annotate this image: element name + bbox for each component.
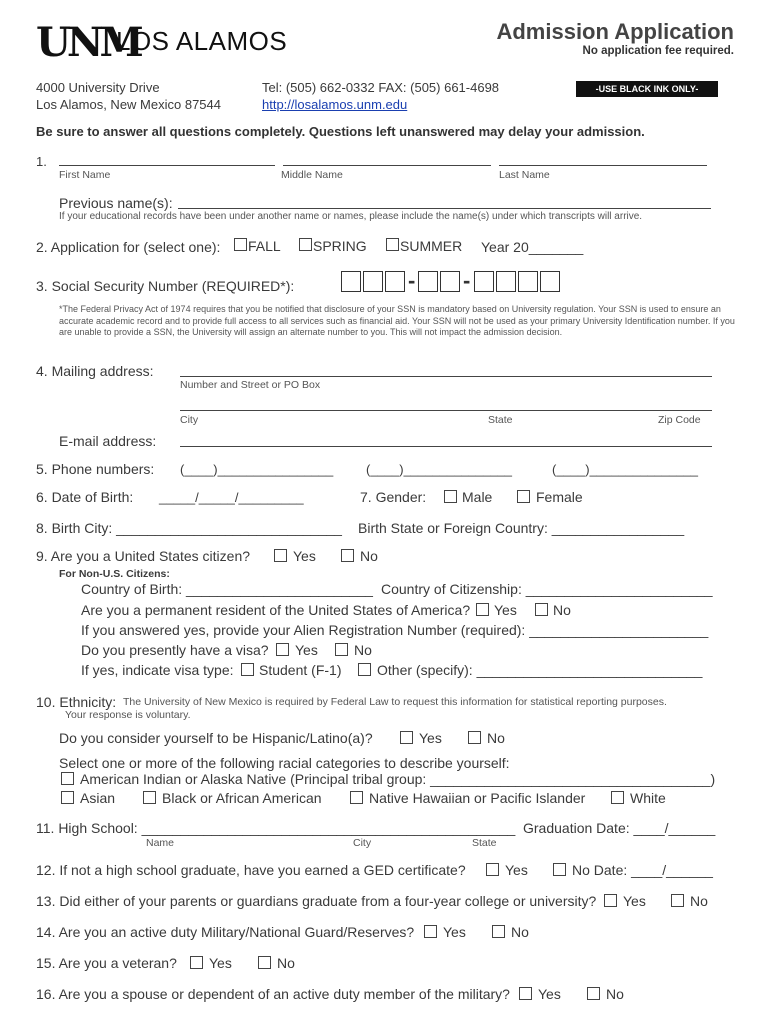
phone-field-3[interactable]: (____)_______________ bbox=[552, 462, 699, 477]
q8-birth-state[interactable]: Birth State or Foreign Country: _________________ bbox=[358, 520, 685, 536]
other-visa-field[interactable]: Other (specify): _____________________________ bbox=[377, 662, 703, 678]
alien-registration-field[interactable]: If you answered yes, provide your Alien Registration Number (required): _______________________ bbox=[81, 622, 709, 638]
q13-label: 13. Did either of your parents or guardians graduate from a four-year college or university? bbox=[36, 893, 597, 909]
previous-names-field[interactable] bbox=[178, 208, 711, 209]
perm-yes-checkbox[interactable] bbox=[476, 603, 489, 616]
male-checkbox[interactable] bbox=[444, 490, 457, 503]
q3-label: 3. Social Security Number (REQUIRED*): bbox=[36, 278, 295, 294]
q16-label: 16. Are you a spouse or dependent of an active duty member of the military? bbox=[36, 986, 510, 1002]
q10-label: 10. Ethnicity: bbox=[36, 694, 117, 710]
ged-no-checkbox[interactable] bbox=[553, 863, 566, 876]
ssn-privacy-note: *The Federal Privacy Act of 1974 requires that you be notified that disclosure of your SSN is mandatory based on University regulation. Your SSN is used to ensure an accurate academic record and to provide full access to all services such as financial aid. Your SSN will not be used as your primary University Identification number. If you are unable to provide a SSN, the University will assign an alternate number to you. This will not impact the admission decision. bbox=[59, 304, 735, 337]
street-label: Number and Street or PO Box bbox=[180, 379, 321, 391]
other-visa-checkbox[interactable] bbox=[358, 663, 371, 676]
military-yes-label: Yes bbox=[443, 924, 466, 940]
military-no-label: No bbox=[511, 924, 529, 940]
citizen-no-label: No bbox=[360, 548, 378, 564]
citizen-no-checkbox[interactable] bbox=[341, 549, 354, 562]
form-title: Admission Application bbox=[496, 19, 734, 44]
male-label: Male bbox=[462, 489, 493, 505]
year-field[interactable]: Year 20_______ bbox=[481, 239, 584, 255]
hs-name-label: Name bbox=[146, 837, 175, 849]
high-school-field[interactable]: 11. High School: ________________________________________________ bbox=[36, 820, 516, 836]
female-label: Female bbox=[536, 489, 583, 505]
q4-label: 4. Mailing address: bbox=[36, 363, 154, 379]
instructions: Be sure to answer all questions completely. Questions left unanswered may delay your admission. bbox=[36, 124, 645, 139]
summer-checkbox[interactable] bbox=[386, 238, 399, 251]
nhpi-checkbox[interactable] bbox=[350, 791, 363, 804]
city-label: City bbox=[180, 414, 199, 426]
asian-checkbox[interactable] bbox=[61, 791, 74, 804]
parents-no-checkbox[interactable] bbox=[671, 894, 684, 907]
parents-yes-checkbox[interactable] bbox=[604, 894, 617, 907]
dependent-no-label: No bbox=[606, 986, 624, 1002]
dependent-yes-label: Yes bbox=[538, 986, 561, 1002]
veteran-no-checkbox[interactable] bbox=[258, 956, 271, 969]
student-visa-label: Student (F-1) bbox=[259, 662, 342, 678]
unm-logo bbox=[36, 14, 140, 66]
noncitizen-heading: For Non-U.S. Citizens: bbox=[59, 568, 170, 580]
spring-checkbox[interactable] bbox=[299, 238, 312, 251]
country-of-birth[interactable]: Country of Birth: ________________________ bbox=[81, 581, 373, 597]
veteran-yes-checkbox[interactable] bbox=[190, 956, 203, 969]
last-name-field[interactable] bbox=[499, 165, 707, 166]
street-field[interactable] bbox=[180, 376, 712, 377]
logo-text: LOS ALAMOS bbox=[116, 26, 288, 56]
student-visa-checkbox[interactable] bbox=[241, 663, 254, 676]
q6-label: 6. Date of Birth: bbox=[36, 489, 134, 505]
ethnicity-note: The University of New Mexico is required by Federal Law to request this information for statistical reporting purposes. bbox=[123, 696, 667, 708]
citizen-yes-checkbox[interactable] bbox=[274, 549, 287, 562]
ged-yes-checkbox[interactable] bbox=[486, 863, 499, 876]
address-line1: 4000 University Drive bbox=[36, 80, 160, 95]
hs-state-label: State bbox=[472, 837, 497, 849]
dependent-yes-checkbox[interactable] bbox=[519, 987, 532, 1000]
black-checkbox[interactable] bbox=[143, 791, 156, 804]
ethnicity-voluntary: Your response is voluntary. bbox=[65, 709, 191, 721]
veteran-no-label: No bbox=[277, 955, 295, 971]
ged-yes-label: Yes bbox=[505, 862, 528, 878]
perm-no-label: No bbox=[553, 602, 571, 618]
phone-field-1[interactable]: (____)________________ bbox=[180, 462, 334, 477]
svg-text:UNM: UNM bbox=[36, 19, 140, 66]
city-state-zip-field[interactable] bbox=[180, 410, 712, 411]
race-instructions: Select one or more of the following racial categories to describe yourself: bbox=[59, 755, 510, 771]
citizen-yes-label: Yes bbox=[293, 548, 316, 564]
summer-label: SUMMER bbox=[400, 238, 463, 254]
veteran-yes-label: Yes bbox=[209, 955, 232, 971]
phone-fax: Tel: (505) 662-0332 FAX: (505) 661-4698 bbox=[262, 80, 500, 95]
previous-names-note: If your educational records have been under another name or names, please include the name(s) under which transcripts will arrive. bbox=[59, 211, 643, 222]
website-link[interactable]: http://losalamos.unm.edu bbox=[262, 97, 408, 112]
asian-label: Asian bbox=[80, 790, 116, 806]
first-name-field[interactable] bbox=[59, 165, 275, 166]
parents-yes-label: Yes bbox=[623, 893, 646, 909]
dob-field[interactable]: _____/_____/_________ bbox=[159, 490, 304, 505]
female-checkbox[interactable] bbox=[517, 490, 530, 503]
perm-yes-label: Yes bbox=[494, 602, 517, 618]
fee-note: No application fee required. bbox=[582, 45, 734, 57]
hispanic-yes-checkbox[interactable] bbox=[400, 731, 413, 744]
hispanic-no-label: No bbox=[487, 730, 505, 746]
middle-name-label: Middle Name bbox=[281, 169, 343, 181]
nhpi-label: Native Hawaiian or Pacific Islander bbox=[369, 790, 586, 806]
q7-label: 7. Gender: bbox=[360, 489, 427, 505]
black-label: Black or African American bbox=[162, 790, 322, 806]
state-label: State bbox=[488, 414, 513, 426]
fall-checkbox[interactable] bbox=[234, 238, 247, 251]
visa-type-label: If yes, indicate visa type: bbox=[81, 662, 234, 678]
white-label: White bbox=[630, 790, 666, 806]
q1-number: 1. bbox=[36, 154, 47, 169]
q14-label: 14. Are you an active duty Military/National Guard/Reserves? bbox=[36, 924, 415, 940]
phone-field-2[interactable]: (____)_______________ bbox=[366, 462, 513, 477]
dependent-no-checkbox[interactable] bbox=[587, 987, 600, 1000]
spring-label: SPRING bbox=[313, 238, 367, 254]
military-no-checkbox[interactable] bbox=[492, 925, 505, 938]
ged-no-date[interactable]: No Date: ____/______ bbox=[572, 862, 713, 878]
zip-label: Zip Code bbox=[658, 414, 701, 426]
visa-yes-label: Yes bbox=[295, 642, 318, 658]
american-indian-label[interactable]: American Indian or Alaska Native (Principal tribal group: ____________________________________) bbox=[80, 771, 716, 787]
q12-label: 12. If not a high school graduate, have you earned a GED certificate? bbox=[36, 862, 466, 878]
q5-label: 5. Phone numbers: bbox=[36, 461, 155, 477]
white-checkbox[interactable] bbox=[611, 791, 624, 804]
q9-label: 9. Are you a United States citizen? bbox=[36, 548, 251, 564]
american-indian-checkbox[interactable] bbox=[61, 772, 74, 785]
address-line2: Los Alamos, New Mexico 87544 bbox=[36, 97, 221, 112]
hispanic-no-checkbox[interactable] bbox=[468, 731, 481, 744]
visa-question: Do you presently have a visa? bbox=[81, 642, 269, 658]
hs-city-label: City bbox=[353, 837, 372, 849]
graduation-date-field[interactable]: Graduation Date: ____/______ bbox=[523, 820, 716, 836]
email-label: E-mail address: bbox=[59, 433, 157, 449]
q8-birth-city[interactable]: 8. Birth City: _____________________________ bbox=[36, 520, 342, 536]
visa-no-label: No bbox=[354, 642, 372, 658]
hispanic-question: Do you consider yourself to be Hispanic/Latino(a)? bbox=[59, 730, 373, 746]
q15-label: 15. Are you a veteran? bbox=[36, 955, 177, 971]
previous-names-label: Previous name(s): bbox=[59, 195, 173, 211]
perm-no-checkbox[interactable] bbox=[535, 603, 548, 616]
visa-no-checkbox[interactable] bbox=[335, 643, 348, 656]
email-field[interactable] bbox=[180, 446, 712, 447]
ink-badge: -USE BLACK INK ONLY- bbox=[576, 81, 718, 97]
last-name-label: Last Name bbox=[499, 169, 550, 181]
middle-name-field[interactable] bbox=[283, 165, 491, 166]
perm-resident-question: Are you a permanent resident of the United States of America? bbox=[81, 602, 471, 618]
parents-no-label: No bbox=[690, 893, 708, 909]
country-of-citizenship[interactable]: Country of Citizenship: ________________________ bbox=[381, 581, 713, 597]
visa-yes-checkbox[interactable] bbox=[276, 643, 289, 656]
first-name-label: First Name bbox=[59, 169, 111, 181]
fall-label: FALL bbox=[248, 238, 281, 254]
military-yes-checkbox[interactable] bbox=[424, 925, 437, 938]
q2-label: 2. Application for (select one): bbox=[36, 239, 221, 255]
hispanic-yes-label: Yes bbox=[419, 730, 442, 746]
